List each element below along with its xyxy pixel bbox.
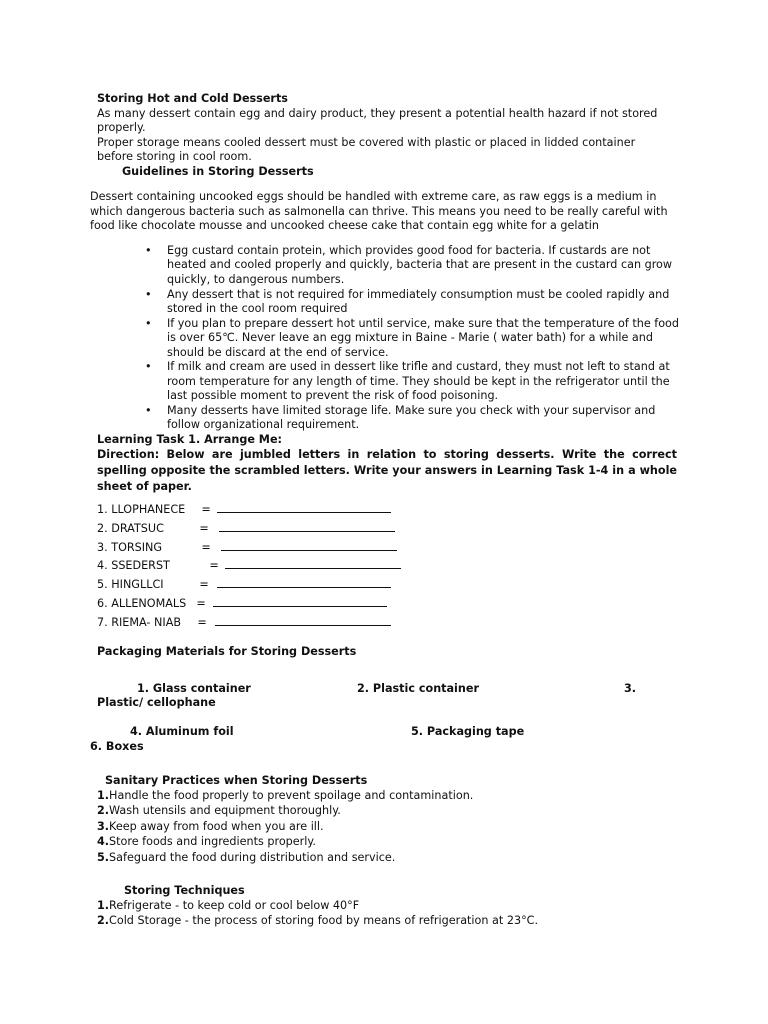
- bullet-item: [145, 244, 685, 287]
- item-number: 2.: [97, 804, 110, 817]
- item-text: Handle the food properly to prevent spoilage and contamination.: [109, 789, 474, 802]
- equals-sign: =: [209, 559, 219, 572]
- item-number: 1.: [97, 899, 110, 912]
- packaging-item: 6. Boxes: [90, 740, 144, 753]
- equals-sign: =: [199, 578, 209, 591]
- item-number: 5.: [97, 851, 110, 864]
- equals-sign: =: [199, 522, 209, 535]
- scrambled-word: 6. ALLENOMALS: [97, 597, 187, 610]
- bullet-text: Egg custard contain protein, which provides good food for bacteria. If custards are not heated and cooled properly and quickly, bacteria that are present in the custard can grow quickly, to dangerous numbers.: [167, 244, 673, 286]
- answer-blank[interactable]: [221, 539, 397, 551]
- bullet-icon: •: [145, 360, 152, 374]
- technique-item: [97, 914, 538, 929]
- item-text: Store foods and ingredients properly.: [109, 835, 316, 848]
- storing-line-1: As many dessert contain egg and dairy product, they present a potential health hazard if not stored: [97, 107, 658, 120]
- bullet-item: [145, 404, 685, 433]
- guidelines-bullet-list: [145, 244, 685, 433]
- packaging-item: 1. Glass container: [137, 682, 251, 695]
- question-row: [97, 595, 387, 610]
- packaging-heading: Packaging Materials for Storing Desserts: [97, 645, 357, 658]
- answer-blank[interactable]: [215, 614, 391, 626]
- bullet-icon: •: [145, 316, 152, 330]
- packaging-item: 4. Aluminum foil: [130, 725, 234, 738]
- scrambled-word: 2. DRATSUC: [97, 522, 164, 535]
- answer-blank[interactable]: [225, 557, 401, 569]
- question-row: [97, 576, 391, 591]
- bullet-text: Many desserts have limited storage life. Make sure you check with your supervisor and follow organizational requirement.: [167, 404, 656, 432]
- item-number: 2.: [97, 914, 110, 927]
- bullet-text: Any dessert that is not required for immediately consumption must be cooled rapidly and stored in the cool room required: [167, 287, 670, 316]
- packaging-item: 2. Plastic container: [357, 682, 479, 695]
- guidelines-intro: Dessert containing uncooked eggs should be handled with extreme care, as raw eggs is a medium in which dangerous bacteria such as salmonella can thrive. This means you need to be really careful with food like chocolate mousse and uncooked cheese cake that contain egg white for a gelatin: [90, 190, 668, 232]
- scrambled-word: 7. RIEMA- NIAB: [97, 616, 182, 629]
- equals-sign: =: [201, 541, 211, 554]
- question-row: [97, 614, 391, 629]
- sanitary-item: [97, 804, 341, 819]
- scrambled-word: 5. HINGLLCI: [97, 578, 164, 591]
- answer-blank[interactable]: [213, 595, 387, 607]
- packaging-item-number: 3.: [624, 682, 637, 695]
- equals-sign: =: [196, 597, 206, 610]
- task-heading: Learning Task 1. Arrange Me:: [97, 433, 283, 446]
- bullet-icon: •: [145, 244, 152, 257]
- techniques-heading: Storing Techniques: [124, 884, 245, 897]
- storing-line-4: before storing in cool room.: [97, 150, 252, 163]
- technique-item: [97, 899, 359, 914]
- bullet-text: If milk and cream are used in dessert like trifle and custard, they must not left to stand at room temperature for any length of time. They should be kept in the refrigerator until the last possible moment to prevent the risk of food poisoning.: [167, 360, 670, 403]
- question-row: [97, 501, 391, 516]
- item-text: Refrigerate - to keep cold or cool below 40°F: [109, 899, 360, 912]
- item-text: Wash utensils and equipment thoroughly.: [109, 804, 341, 817]
- answer-blank[interactable]: [217, 576, 391, 588]
- packaging-item: Plastic/ cellophane: [97, 696, 216, 709]
- bullet-icon: •: [145, 404, 152, 418]
- bullet-item: [145, 360, 685, 403]
- storing-line-2: properly.: [97, 121, 146, 134]
- sanitary-heading: Sanitary Practices when Storing Desserts: [105, 774, 368, 787]
- scrambled-word: 1. LLOPHANECE: [97, 503, 186, 516]
- bullet-icon: •: [145, 287, 152, 301]
- item-number: 1.: [97, 789, 110, 802]
- item-number: 4.: [97, 835, 110, 848]
- storing-line-3: Proper storage means cooled dessert must be covered with plastic or placed in lidded container: [97, 136, 636, 149]
- sanitary-item: [97, 789, 473, 804]
- sanitary-item: [97, 851, 395, 866]
- scrambled-word: 3. TORSING: [97, 541, 163, 554]
- equals-sign: =: [197, 616, 207, 629]
- bullet-item: [145, 288, 685, 317]
- guidelines-heading: Guidelines in Storing Desserts: [122, 165, 314, 178]
- question-row: [97, 520, 395, 535]
- sanitary-item: [97, 835, 316, 850]
- question-row: [97, 557, 401, 572]
- item-text: Safeguard the food during distribution and service.: [109, 851, 396, 864]
- question-row: [97, 539, 397, 554]
- item-text: Keep away from food when you are ill.: [109, 820, 324, 833]
- bullet-item: [145, 317, 685, 360]
- item-number: 3.: [97, 820, 110, 833]
- item-text: Cold Storage - the process of storing food by means of refrigeration at 23°C.: [109, 914, 539, 927]
- bullet-text: If you plan to prepare dessert hot until service, make sure that the temperature of the food is over 65℃. Never leave an egg mixture in Baine - Marie ( water bath) for a while and should be discard at the end of service.: [167, 316, 680, 359]
- equals-sign: =: [201, 503, 211, 516]
- packaging-item: 5. Packaging tape: [411, 725, 525, 738]
- answer-blank[interactable]: [217, 501, 391, 513]
- answer-blank[interactable]: [219, 520, 395, 532]
- task-direction: Direction: Below are jumbled letters in relation to storing desserts. Write the correct spelling opposite the scrambled letters. Write your answers in Learning Task 1-4 in a whole sheet of paper.: [97, 448, 677, 493]
- storing-heading: Storing Hot and Cold Desserts: [97, 92, 288, 105]
- scrambled-word: 4. SSEDERST: [97, 559, 170, 572]
- sanitary-item: [97, 820, 324, 835]
